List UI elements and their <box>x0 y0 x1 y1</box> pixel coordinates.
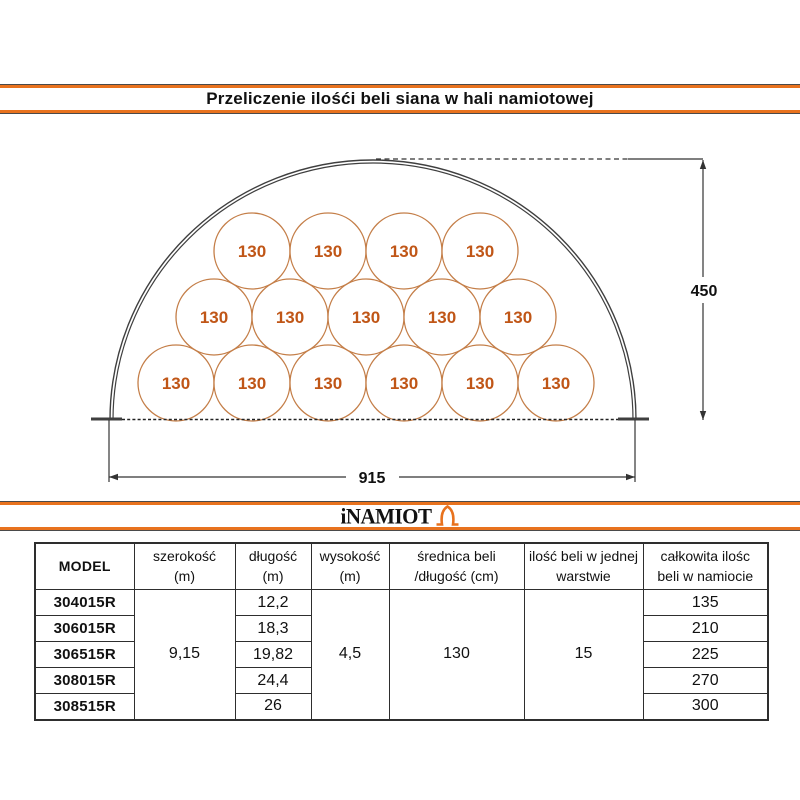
arrow-up <box>700 160 706 169</box>
bale-label: 130 <box>275 308 305 327</box>
column-header: średnica beli /długość (cm) <box>389 543 524 590</box>
model-cell: 308515R <box>35 694 134 720</box>
dlugosc-cell: 18,3 <box>235 616 311 642</box>
ilosc-warstwa-cell: 15 <box>524 590 643 720</box>
calkowita-cell: 270 <box>643 668 768 694</box>
bale-label: 130 <box>351 308 381 327</box>
dlugosc-cell: 19,82 <box>235 642 311 668</box>
arrow-right <box>626 474 635 480</box>
dlugosc-cell: 12,2 <box>235 590 311 616</box>
model-cell: 306515R <box>35 642 134 668</box>
srednica-cell: 130 <box>389 590 524 720</box>
szerokosc-cell: 9,15 <box>134 590 235 720</box>
column-header: szerokość (m) <box>134 543 235 590</box>
wysokosc-cell: 4,5 <box>311 590 389 720</box>
brand-bar <box>0 501 800 531</box>
calkowita-cell: 300 <box>643 694 768 720</box>
bale-label: 130 <box>389 374 419 393</box>
model-cell: 306015R <box>35 616 134 642</box>
column-header: długość (m) <box>235 543 311 590</box>
bale-label: 130 <box>313 374 343 393</box>
page-title: Przeliczenie ilośći beli siana w hali namiotowej <box>206 89 594 108</box>
arrow-down <box>700 411 706 420</box>
bale-label: 130 <box>389 242 419 261</box>
tent-icon <box>435 504 460 527</box>
spec-table-wrap <box>34 542 769 721</box>
column-header: ilość beli w jednej warstwie <box>524 543 643 590</box>
brand-logo-text: iNAMIOT <box>340 503 432 529</box>
ground-stub-left <box>91 418 122 421</box>
column-header: całkowita ilośc beli w namiocie <box>643 543 768 590</box>
calkowita-cell: 210 <box>643 616 768 642</box>
column-header: wysokość (m) <box>311 543 389 590</box>
calkowita-cell: 135 <box>643 590 768 616</box>
bale-label: 130 <box>503 308 533 327</box>
bale-label: 130 <box>313 242 343 261</box>
bale-label: 130 <box>465 374 495 393</box>
bale-label: 130 <box>237 374 267 393</box>
width-dim-label: 915 <box>358 470 386 487</box>
spec-table <box>34 542 769 721</box>
bale-label: 130 <box>541 374 571 393</box>
calkowita-cell: 225 <box>643 642 768 668</box>
bale-label: 130 <box>237 242 267 261</box>
column-header: MODEL <box>35 543 134 590</box>
model-cell: 308015R <box>35 668 134 694</box>
dlugosc-cell: 26 <box>235 694 311 720</box>
brand-bar-inner <box>0 502 800 530</box>
arrow-left <box>109 474 118 480</box>
ground-stub-right <box>618 418 649 421</box>
dlugosc-cell: 24,4 <box>235 668 311 694</box>
table-row <box>35 590 768 616</box>
bale-label: 130 <box>465 242 495 261</box>
bale-label: 130 <box>161 374 191 393</box>
bale-label: 130 <box>199 308 229 327</box>
height-dim-label: 450 <box>690 283 718 300</box>
model-cell: 304015R <box>35 590 134 616</box>
bale-label: 130 <box>427 308 457 327</box>
